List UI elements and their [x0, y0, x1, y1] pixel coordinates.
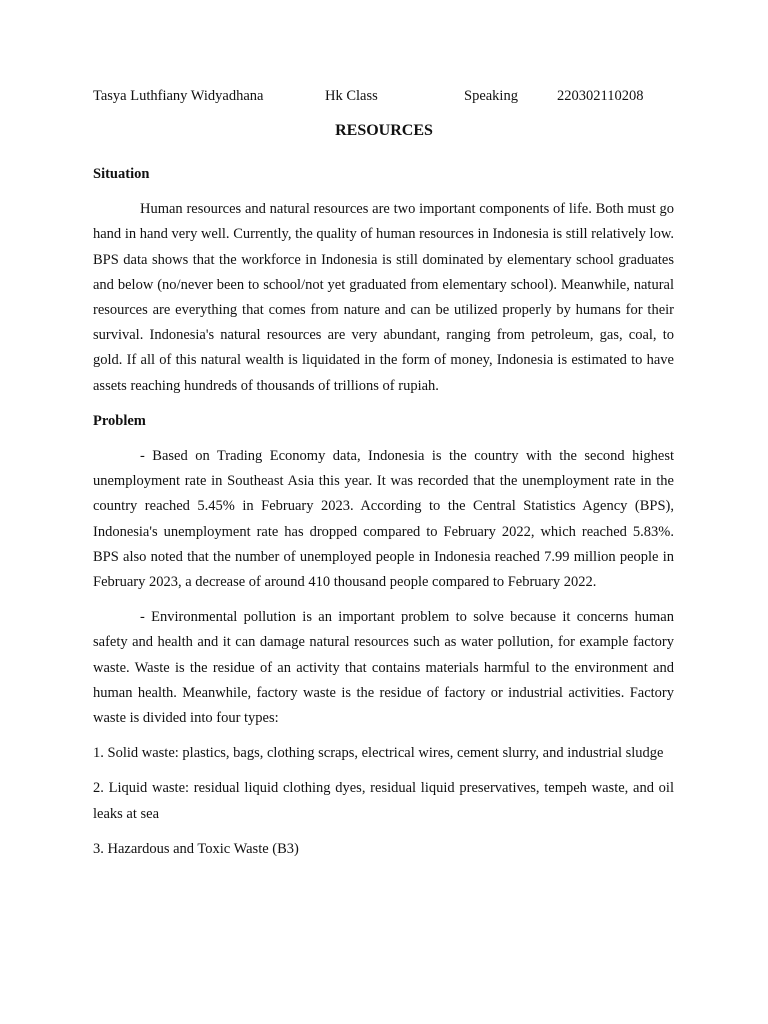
situation-paragraph: Human resources and natural resources are two important components of life. Both must go hand in hand very well. Currently, the quality of human resources in Indonesia is still relatively low. BPS data shows that the workforce in Indonesia is still dominated by elementary school graduates and below (no/never been to school/not yet graduated from elementary school). Meanwhile, natural resources are everything that comes from nature and can be utilized properly by humans for their survival. Indonesia's natural resources are very abundant, ranging from petroleum, gas, coal, to gold. If all of this natural wealth is liquidated in the form of money, Indonesia is estimated to have assets reaching hundreds of thousands of trillions of rupiah.	[93, 201, 674, 394]
waste-list-item: 1. Solid waste: plastics, bags, clothing scraps, electrical wires, cement slurry, and industrial sludge	[93, 745, 664, 762]
student-name: Tasya Luthfiany Widyadhana	[93, 88, 264, 104]
problem-heading: Problem	[93, 412, 146, 429]
document-body	[93, 162, 674, 872]
waste-list-item: 2. Liquid waste: residual liquid clothing dyes, residual liquid preservatives, tempeh waste, and oil leaks at sea	[93, 780, 674, 822]
class-name: Hk Class	[325, 88, 378, 104]
waste-list-item: 3. Hazardous and Toxic Waste (B3)	[93, 840, 299, 857]
document-title: RESOURCES	[335, 122, 433, 139]
student-id: 220302110208	[557, 88, 644, 104]
problem-paragraph-unemployment: - Based on Trading Economy data, Indonesia is the country with the second highest unemployment rate in Southeast Asia this year. It was recorded that the unemployment rate in the country reached 5.45% in February 2023. According to the Central Statistics Agency (BPS), Indonesia's unemployment rate has dropped compared to February 2022, which reached 5.83%. BPS also noted that the number of unemployed people in Indonesia reached 7.99 million people in February 2023, a decrease of around 410 thousand people compared to February 2022.	[93, 448, 674, 591]
situation-heading: Situation	[93, 166, 150, 182]
header-row	[0, 88, 768, 108]
subject-name: Speaking	[464, 88, 518, 104]
problem-paragraph-pollution: - Environmental pollution is an important problem to solve because it concerns human safety and health and it can damage natural resources such as water pollution, for example factory waste. Waste is the residue of an activity that contains materials harmful to the environment and human health. Meanwhile, factory waste is the residue of factory or industrial activities. Factory waste is divided into four types:	[93, 609, 674, 727]
